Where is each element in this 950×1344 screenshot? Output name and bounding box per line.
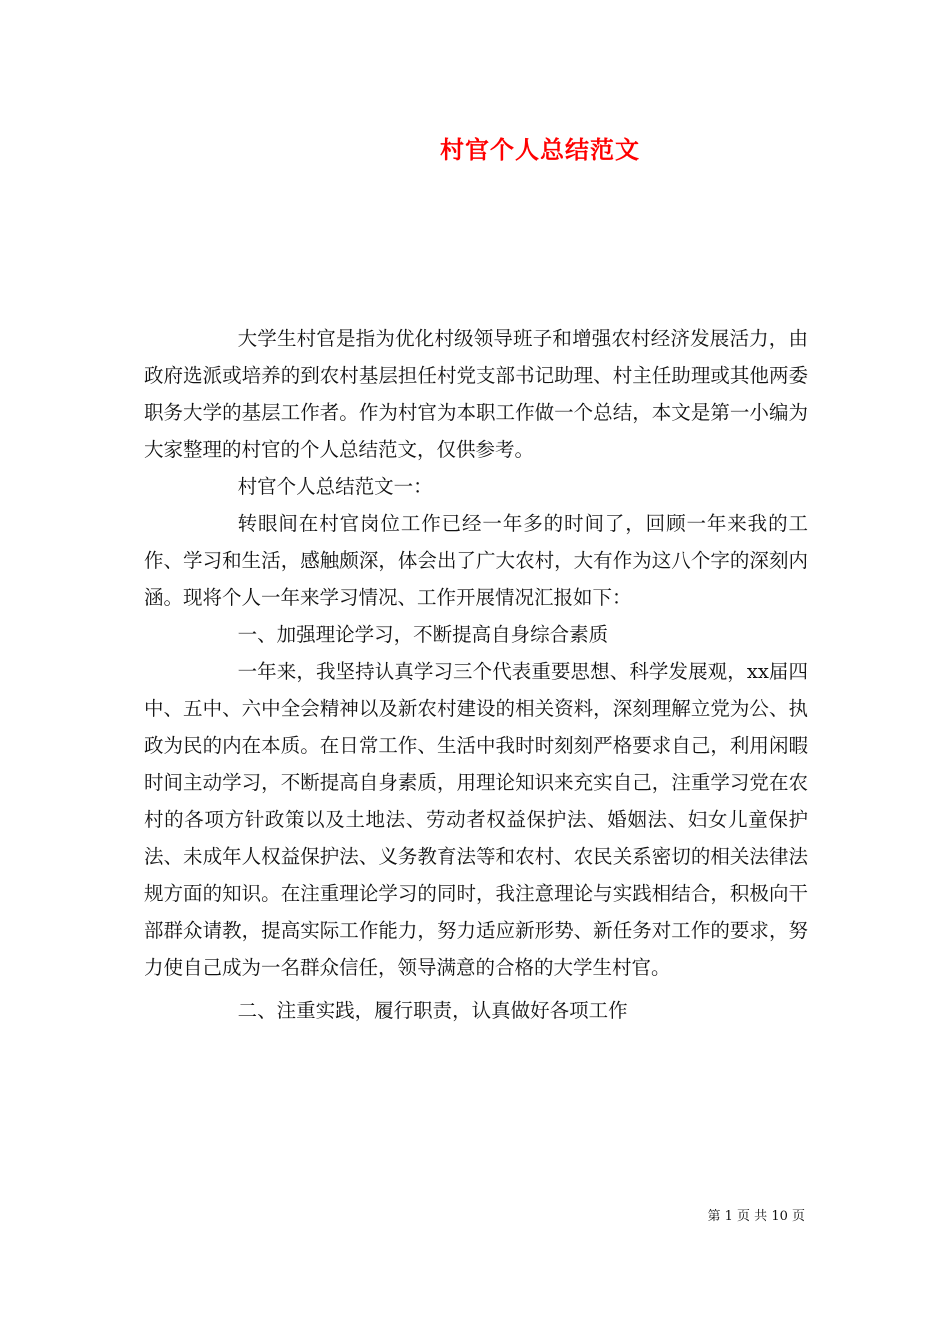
document-body [144, 320, 808, 1029]
sample-heading: 村官个人总结范文一： [237, 475, 433, 498]
section-heading-2: 二、注重实践，履行职责，认真做好各项工作 [237, 999, 628, 1022]
document-title: 村官个人总结范文 [440, 135, 640, 164]
section-1-paragraph: 一年来，我坚持认真学习三个代表重要思想、科学发展观，xx届四中、五中、六中全会精神以及新农村建设的相关资料，深刻理解立党为公、执政为民的内在本质。在日常工作、生活中我时时刻刻严格要求自己，利用闲暇时间主动学习，不断提高自身素质，用理论知识来充实自己，注重学习党在农村的各项方针政策以及土地法、劳动者权益保护法、婚姻法、妇女儿童保护法、未成年人权益保护法、义务教育法等和农村、农民关系密切的相关法律法规方面的知识。在注重理论学习的同时，我注意理论与实践相结合，积极向干部群众请教，提高实际工作能力，努力适应新形势、新任务对工作的要求，努力使自己成为一名群众信任，领导满意的合格的大学生村官。 [144, 660, 808, 979]
section-heading-1: 一、加强理论学习，不断提高自身综合素质 [237, 623, 609, 646]
opening-paragraph: 转眼间在村官岗位工作已经一年多的时间了，回顾一年来我的工作、学习和生活，感触颇深，体会出了广大农村，大有作为这八个字的深刻内涵。现将个人一年来学习情况、工作开展情况汇报如下： [144, 512, 808, 609]
intro-paragraph: 大学生村官是指为优化村级领导班子和增强农村经济发展活力，由政府选派或培养的到农村基层担任村党支部书记助理、村主任助理或其他两委职务大学的基层工作者。作为村官为本职工作做一个总结，本文是第一小编为大家整理的村官的个人总结范文，仅供参考。 [144, 327, 808, 461]
page-number: 第 1 页 共 10 页 [707, 1209, 805, 1224]
